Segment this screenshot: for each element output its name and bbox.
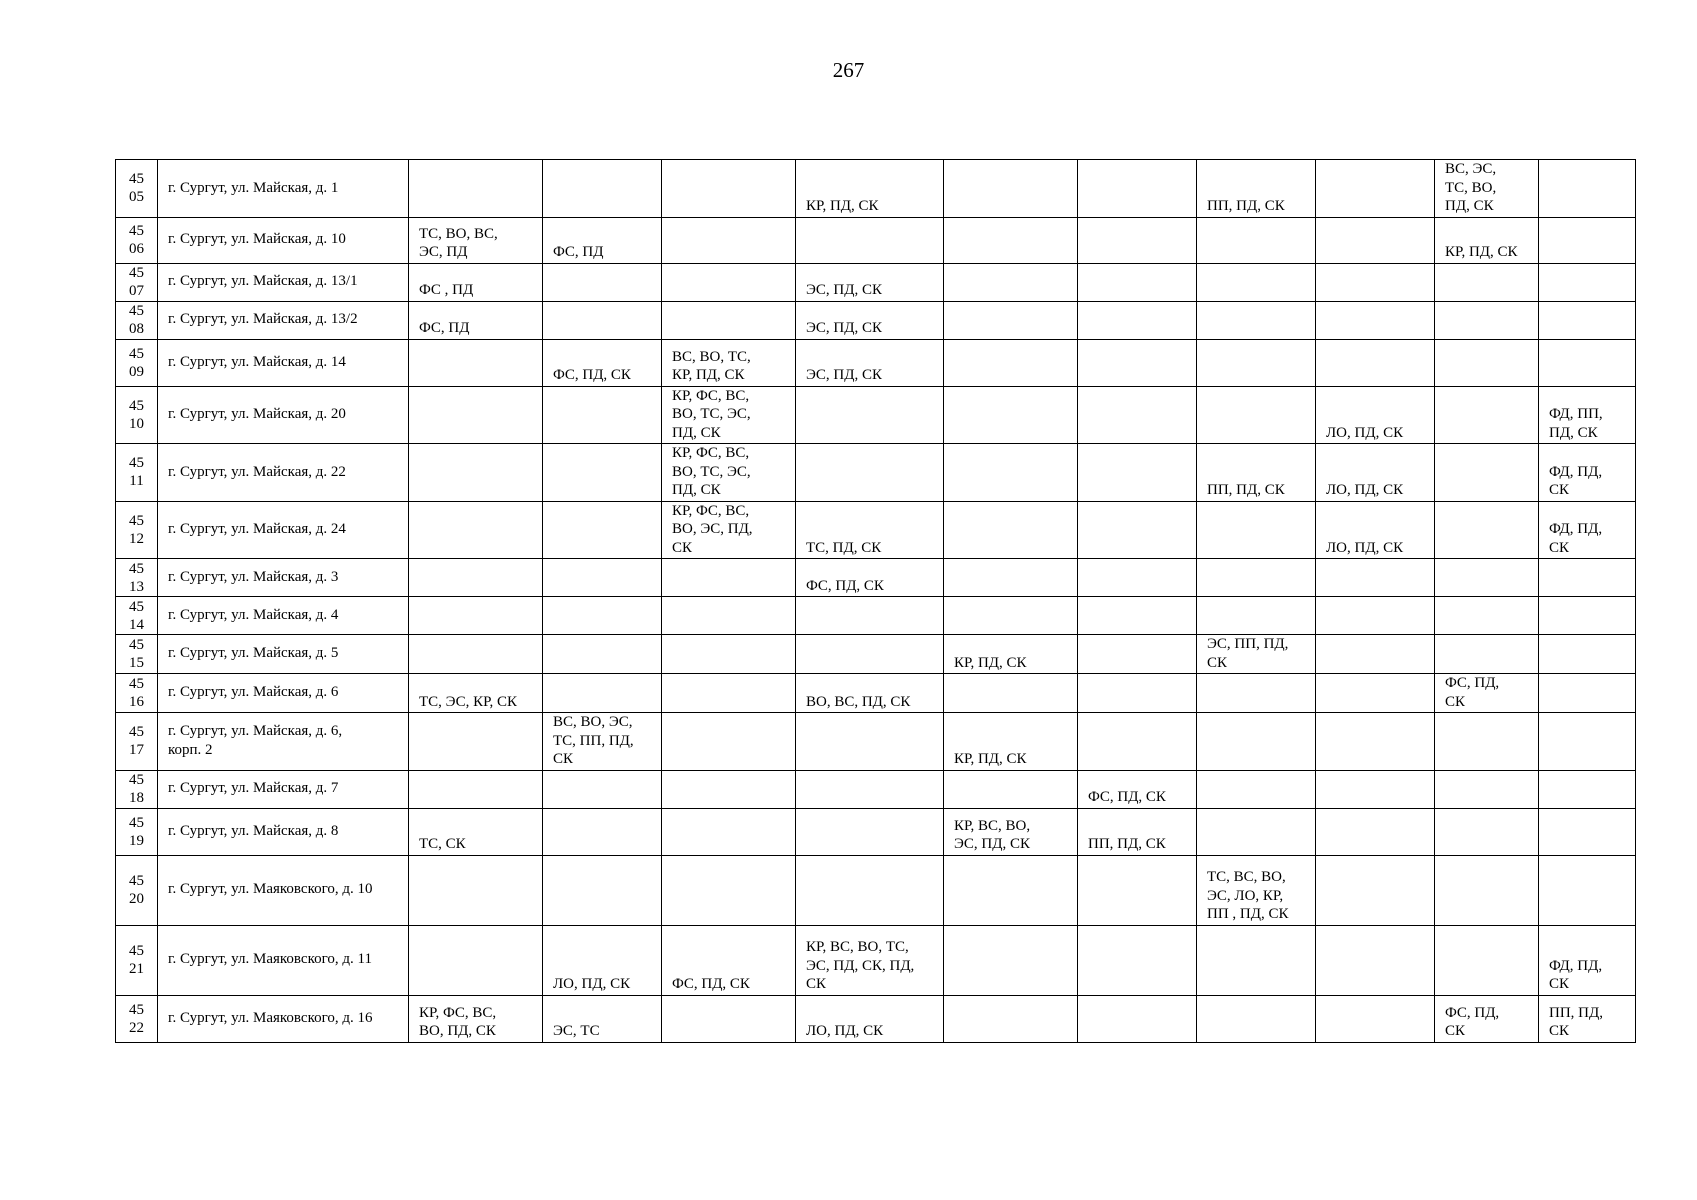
address-cell: г. Сургут, ул. Майская, д. 8 <box>158 808 409 855</box>
work-cell <box>662 301 796 339</box>
work-cell <box>1316 674 1435 713</box>
work-cell: ТС, ВО, ВС, ЭС, ПД <box>409 217 543 263</box>
work-cell: ЛО, ПД, СК <box>1316 444 1435 502</box>
work-cell <box>543 559 662 597</box>
work-cell: ФС, ПД, СК <box>662 925 796 995</box>
work-cell <box>1316 301 1435 339</box>
work-cell <box>409 713 543 771</box>
row-number: 45 16 <box>116 674 158 713</box>
address-cell: г. Сургут, ул. Майская, д. 22 <box>158 444 409 502</box>
work-cell <box>944 674 1078 713</box>
work-cell <box>1316 925 1435 995</box>
work-cell: ВС, ЭС, ТС, ВО, ПД, СК <box>1435 160 1539 218</box>
work-cell <box>1539 597 1636 635</box>
work-cell: КР, ВС, ВО, ЭС, ПД, СК <box>944 808 1078 855</box>
work-cell <box>1197 808 1316 855</box>
work-cell <box>1078 855 1197 925</box>
work-cell <box>1316 263 1435 301</box>
work-cell: ФС , ПД <box>409 263 543 301</box>
table-row <box>116 597 1636 635</box>
address-cell: г. Сургут, ул. Маяковского, д. 11 <box>158 925 409 995</box>
work-cell <box>1197 995 1316 1042</box>
work-cell <box>1539 635 1636 674</box>
work-cell <box>944 559 1078 597</box>
work-cell: КР, ФС, ВС, ВО, ТС, ЭС, ПД, СК <box>662 444 796 502</box>
work-cell <box>1078 160 1197 218</box>
work-cell <box>1078 217 1197 263</box>
address-cell: г. Сургут, ул. Майская, д. 13/2 <box>158 301 409 339</box>
work-cell <box>543 263 662 301</box>
work-cell <box>1435 339 1539 386</box>
work-cell <box>1316 597 1435 635</box>
work-cell <box>944 160 1078 218</box>
work-cell <box>409 770 543 808</box>
work-cell <box>543 444 662 502</box>
work-cell <box>944 217 1078 263</box>
work-cell <box>543 635 662 674</box>
work-cell <box>944 597 1078 635</box>
work-cell <box>1197 339 1316 386</box>
work-cell <box>1197 386 1316 444</box>
table-row <box>116 674 1636 713</box>
work-cell <box>409 559 543 597</box>
work-cell <box>1197 559 1316 597</box>
work-cell <box>1435 444 1539 502</box>
work-cell: ТС, ЭС, КР, СК <box>409 674 543 713</box>
address-cell: г. Сургут, ул. Майская, д. 3 <box>158 559 409 597</box>
work-cell <box>944 444 1078 502</box>
work-cell: ЛО, ПД, СК <box>796 995 944 1042</box>
work-cell <box>1435 386 1539 444</box>
row-number: 45 10 <box>116 386 158 444</box>
work-cell <box>944 386 1078 444</box>
work-cell <box>1316 808 1435 855</box>
work-cell <box>1197 713 1316 771</box>
work-cell <box>662 995 796 1042</box>
work-cell <box>944 263 1078 301</box>
work-cell <box>1078 597 1197 635</box>
work-cell <box>1435 559 1539 597</box>
table-row <box>116 339 1636 386</box>
work-cell <box>1435 770 1539 808</box>
row-number: 45 20 <box>116 855 158 925</box>
work-cell <box>543 597 662 635</box>
work-cell: ВО, ВС, ПД, СК <box>796 674 944 713</box>
row-number: 45 22 <box>116 995 158 1042</box>
work-cell <box>662 559 796 597</box>
work-cell: ПП, ПД, СК <box>1197 160 1316 218</box>
work-cell: ФС, ПД <box>543 217 662 263</box>
work-cell <box>409 925 543 995</box>
work-cell <box>1078 301 1197 339</box>
work-cell <box>1316 770 1435 808</box>
work-cell <box>543 160 662 218</box>
work-cell <box>1435 713 1539 771</box>
work-cell <box>944 501 1078 559</box>
work-cell <box>1078 263 1197 301</box>
work-cell <box>1435 301 1539 339</box>
work-cell <box>796 855 944 925</box>
row-number: 45 18 <box>116 770 158 808</box>
table-row <box>116 925 1636 995</box>
row-number: 45 15 <box>116 635 158 674</box>
work-cell <box>409 501 543 559</box>
work-cell <box>796 444 944 502</box>
work-cell: ПП, ПД, СК <box>1078 808 1197 855</box>
row-number: 45 19 <box>116 808 158 855</box>
work-cell <box>1435 635 1539 674</box>
work-cell: ФД, ПП, ПД, СК <box>1539 386 1636 444</box>
work-cell <box>662 597 796 635</box>
work-cell: ВС, ВО, ЭС, ТС, ПП, ПД, СК <box>543 713 662 771</box>
work-cell <box>1197 925 1316 995</box>
work-cell <box>543 770 662 808</box>
work-cell <box>1197 597 1316 635</box>
table-row <box>116 995 1636 1042</box>
work-cell: КР, ВС, ВО, ТС, ЭС, ПД, СК, ПД, СК <box>796 925 944 995</box>
work-cell: ФС, ПД, СК <box>1078 770 1197 808</box>
work-cell <box>1078 501 1197 559</box>
address-cell: г. Сургут, ул. Майская, д. 4 <box>158 597 409 635</box>
work-cell: ФС, ПД, СК <box>1435 674 1539 713</box>
work-cell: КР, ПД, СК <box>796 160 944 218</box>
work-cell <box>1078 559 1197 597</box>
work-cell <box>662 713 796 771</box>
work-cell <box>944 995 1078 1042</box>
work-cell <box>1078 444 1197 502</box>
work-cell <box>1316 855 1435 925</box>
work-cell <box>1435 501 1539 559</box>
work-cell <box>409 635 543 674</box>
work-cell <box>1316 995 1435 1042</box>
work-cell <box>543 674 662 713</box>
table-row <box>116 770 1636 808</box>
work-cell: ЭС, ПП, ПД, СК <box>1197 635 1316 674</box>
work-cell: ЭС, ПД, СК <box>796 263 944 301</box>
row-number: 45 06 <box>116 217 158 263</box>
table-row <box>116 160 1636 218</box>
work-cell <box>1316 160 1435 218</box>
work-cell <box>1539 808 1636 855</box>
work-cell <box>1078 635 1197 674</box>
table-row <box>116 386 1636 444</box>
work-cell <box>1078 925 1197 995</box>
work-cell <box>1539 674 1636 713</box>
work-cell <box>662 217 796 263</box>
work-cell <box>1539 160 1636 218</box>
work-cell <box>1316 217 1435 263</box>
works-schedule-table <box>115 159 1636 1043</box>
table-row <box>116 444 1636 502</box>
address-cell: г. Сургут, ул. Майская, д. 20 <box>158 386 409 444</box>
row-number: 45 14 <box>116 597 158 635</box>
table-row <box>116 713 1636 771</box>
work-cell <box>409 444 543 502</box>
table-row <box>116 501 1636 559</box>
work-cell <box>662 770 796 808</box>
work-cell <box>543 501 662 559</box>
work-cell: ФД, ПД, СК <box>1539 925 1636 995</box>
work-cell <box>543 386 662 444</box>
work-cell <box>796 217 944 263</box>
work-cell: ФС, ПД <box>409 301 543 339</box>
work-cell <box>1539 339 1636 386</box>
work-cell: ТС, СК <box>409 808 543 855</box>
address-cell: г. Сургут, ул. Майская, д. 10 <box>158 217 409 263</box>
work-cell <box>944 855 1078 925</box>
work-cell <box>1539 263 1636 301</box>
work-cell: КР, ФС, ВС, ВО, ПД, СК <box>409 995 543 1042</box>
row-number: 45 05 <box>116 160 158 218</box>
work-cell: ВС, ВО, ТС, КР, ПД, СК <box>662 339 796 386</box>
work-cell <box>1539 301 1636 339</box>
work-cell <box>1435 808 1539 855</box>
row-number: 45 08 <box>116 301 158 339</box>
work-cell <box>1435 597 1539 635</box>
work-cell <box>1539 217 1636 263</box>
work-cell <box>662 855 796 925</box>
work-cell <box>662 263 796 301</box>
work-cell <box>409 160 543 218</box>
address-cell: г. Сургут, ул. Маяковского, д. 16 <box>158 995 409 1042</box>
table-row <box>116 635 1636 674</box>
work-cell <box>409 597 543 635</box>
address-cell: г. Сургут, ул. Маяковского, д. 10 <box>158 855 409 925</box>
work-cell: ЭС, ПД, СК <box>796 301 944 339</box>
work-cell <box>796 597 944 635</box>
page-number: 267 <box>832 58 865 82</box>
work-cell: ФД, ПД, СК <box>1539 501 1636 559</box>
work-cell <box>409 339 543 386</box>
table-row <box>116 301 1636 339</box>
work-cell <box>662 674 796 713</box>
work-cell <box>1197 301 1316 339</box>
work-cell <box>1316 635 1435 674</box>
row-number: 45 07 <box>116 263 158 301</box>
work-cell <box>1539 855 1636 925</box>
address-cell: г. Сургут, ул. Майская, д. 6 <box>158 674 409 713</box>
work-cell <box>944 339 1078 386</box>
row-number: 45 09 <box>116 339 158 386</box>
work-cell: ЛО, ПД, СК <box>543 925 662 995</box>
work-cell: КР, ПД, СК <box>944 713 1078 771</box>
work-cell <box>796 808 944 855</box>
address-cell: г. Сургут, ул. Майская, д. 6, корп. 2 <box>158 713 409 771</box>
work-cell: ЭС, ТС <box>543 995 662 1042</box>
work-cell: ЛО, ПД, СК <box>1316 501 1435 559</box>
table-row <box>116 217 1636 263</box>
work-cell <box>409 855 543 925</box>
work-cell <box>1197 770 1316 808</box>
work-cell <box>1316 339 1435 386</box>
work-cell: ФС, ПД, СК <box>543 339 662 386</box>
work-cell: КР, ФС, ВС, ВО, ЭС, ПД, СК <box>662 501 796 559</box>
work-cell <box>543 855 662 925</box>
work-cell: ТС, ВС, ВО, ЭС, ЛО, КР, ПП , ПД, СК <box>1197 855 1316 925</box>
work-cell <box>1316 713 1435 771</box>
address-cell: г. Сургут, ул. Майская, д. 5 <box>158 635 409 674</box>
table-row <box>116 559 1636 597</box>
work-cell: ПП, ПД, СК <box>1197 444 1316 502</box>
work-cell <box>1078 995 1197 1042</box>
work-cell: ЛО, ПД, СК <box>1316 386 1435 444</box>
work-cell <box>543 808 662 855</box>
work-cell <box>1078 674 1197 713</box>
work-cell <box>1197 674 1316 713</box>
work-cell <box>944 925 1078 995</box>
work-cell <box>796 635 944 674</box>
work-cell <box>1435 263 1539 301</box>
work-cell: ФС, ПД, СК <box>1435 995 1539 1042</box>
work-cell <box>1539 770 1636 808</box>
work-cell <box>944 770 1078 808</box>
table-row <box>116 808 1636 855</box>
address-cell: г. Сургут, ул. Майская, д. 14 <box>158 339 409 386</box>
work-cell <box>796 386 944 444</box>
work-cell: КР, ПД, СК <box>944 635 1078 674</box>
work-cell <box>1435 925 1539 995</box>
work-cell <box>796 713 944 771</box>
work-cell <box>944 301 1078 339</box>
address-cell: г. Сургут, ул. Майская, д. 1 <box>158 160 409 218</box>
work-cell: ПП, ПД, СК <box>1539 995 1636 1042</box>
row-number: 45 12 <box>116 501 158 559</box>
work-cell: ФС, ПД, СК <box>796 559 944 597</box>
work-cell <box>543 301 662 339</box>
address-cell: г. Сургут, ул. Майская, д. 7 <box>158 770 409 808</box>
work-cell <box>1078 339 1197 386</box>
work-cell <box>662 808 796 855</box>
work-cell <box>1197 263 1316 301</box>
work-cell <box>796 770 944 808</box>
row-number: 45 21 <box>116 925 158 995</box>
work-cell <box>1078 386 1197 444</box>
work-cell <box>1539 559 1636 597</box>
work-cell <box>409 386 543 444</box>
table-row <box>116 855 1636 925</box>
work-cell: КР, ПД, СК <box>1435 217 1539 263</box>
work-cell <box>1435 855 1539 925</box>
work-cell <box>1316 559 1435 597</box>
work-cell: ФД, ПД, СК <box>1539 444 1636 502</box>
work-cell: КР, ФС, ВС, ВО, ТС, ЭС, ПД, СК <box>662 386 796 444</box>
work-cell <box>662 160 796 218</box>
work-cell <box>662 635 796 674</box>
row-number: 45 11 <box>116 444 158 502</box>
work-cell: ЭС, ПД, СК <box>796 339 944 386</box>
table-row <box>116 263 1636 301</box>
work-cell <box>1539 713 1636 771</box>
work-cell: ТС, ПД, СК <box>796 501 944 559</box>
row-number: 45 17 <box>116 713 158 771</box>
work-cell <box>1078 713 1197 771</box>
address-cell: г. Сургут, ул. Майская, д. 24 <box>158 501 409 559</box>
row-number: 45 13 <box>116 559 158 597</box>
work-cell <box>1197 217 1316 263</box>
work-cell <box>1197 501 1316 559</box>
address-cell: г. Сургут, ул. Майская, д. 13/1 <box>158 263 409 301</box>
